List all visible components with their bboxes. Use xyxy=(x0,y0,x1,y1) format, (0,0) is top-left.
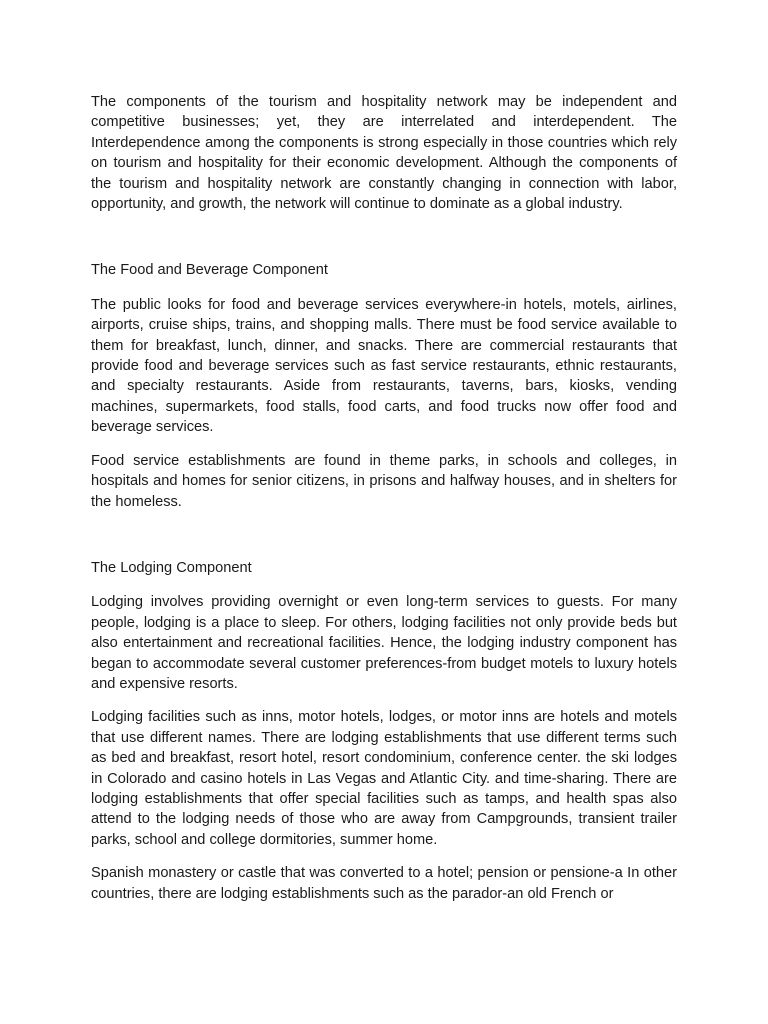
lodging-paragraph-1: Lodging involves providing overnight or even long-term services to guests. For many people, lodging is a place to sleep. For others, lodging facilities not only provide beds but also entertainment and recreational facilities. Hence, the lodging industry component has began to accommodate several customer preferences-from budget motels to luxury hotels and expensive resorts. xyxy=(91,594,677,692)
section-heading-lodging: The Lodging Component xyxy=(91,559,252,576)
intro-paragraph: The components of the tourism and hospitality network may be independent and competitive businesses; yet, they are interrelated and interdependent. The Interdependence among the components is strong especially in those countries which rely on tourism and hospitality for their economic development. Although the components of the tourism and hospitality network are constantly changing in connection with labor, opportunity, and growth, the network will continue to dominate as a global industry. xyxy=(91,94,677,213)
food-beverage-paragraph-1: The public looks for food and beverage services everywhere-in hotels, motels, airlines, airports, cruise ships, trains, and shopping malls. There must be food service available to them for breakfast, lunch, dinner, and snacks. There are commercial restaurants that provide food and beverage services such as fast service restaurants, ethnic restaurants, and specialty restaurants. Aside from restaurants, taverns, bars, kiosks, vending machines, supermarkets, food stalls, food carts, and food trucks now offer food and beverage services. xyxy=(91,296,677,436)
lodging-paragraph-3: Spanish monastery or castle that was converted to a hotel; pension or pensione-a In other countries, there are lodging establishments such as the parador-an old French or xyxy=(91,865,677,902)
food-beverage-paragraph-2: Food service establishments are found in theme parks, in schools and colleges, in hospitals and homes for senior citizens, in prisons and halfway houses, and in shelters for the homeless. xyxy=(91,452,677,510)
document-page xyxy=(91,92,677,904)
lodging-paragraph-2: Lodging facilities such as inns, motor hotels, lodges, or motor inns are hotels and motels that use different names. There are lodging establishments that use different terms such as bed and breakfast, resort hotel, resort condominium, conference center. the ski lodges in Colorado and casino hotels in Las Vegas and Atlantic City. and time-sharing. There are lodging establishments that offer special facilities such as tamps, and health spas also attend to the lodging needs of those who are away from Campgrounds, transient trailer parks, school and college dormitories, summer home. xyxy=(91,709,677,848)
section-heading-food-beverage: The Food and Beverage Component xyxy=(91,262,328,279)
